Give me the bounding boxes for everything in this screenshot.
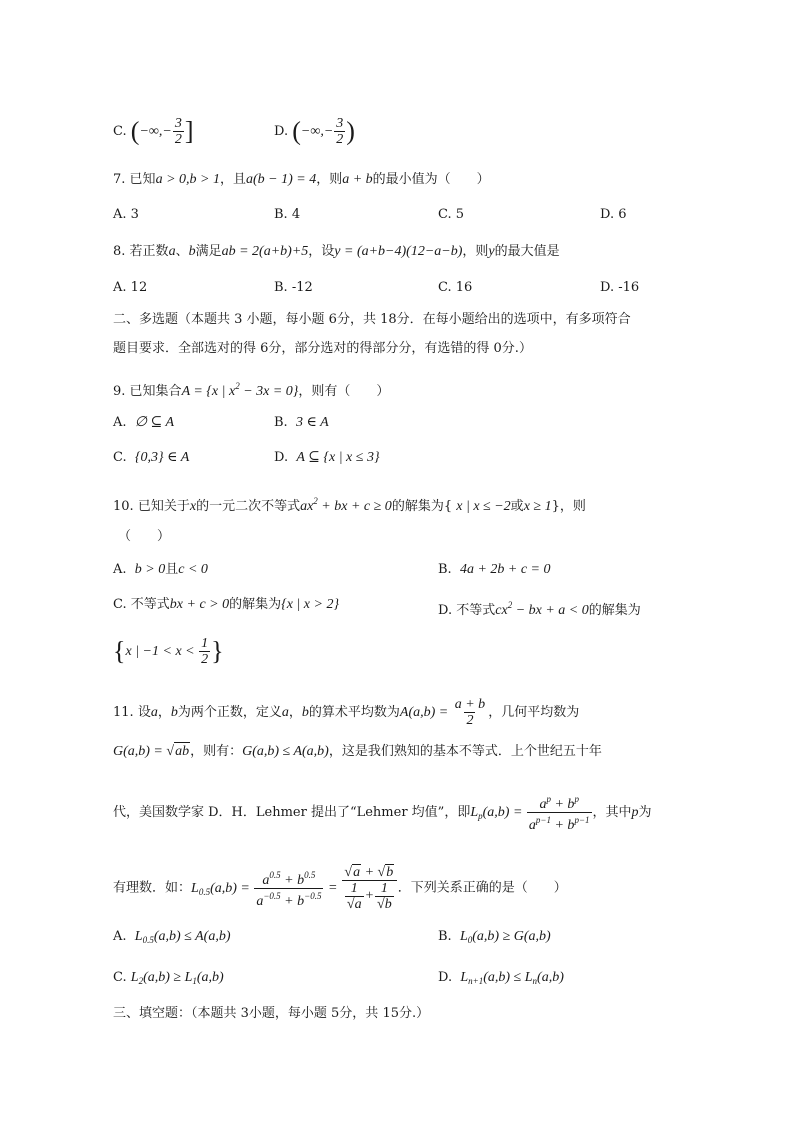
q11-option-c: C. $L_2(a,b) \ge L_1(a,b)$ bbox=[113, 970, 224, 986]
q7-option-c: C. 5 bbox=[438, 207, 465, 222]
q10-option-c: C. 不等式bx + c > 0的解集为{x | x > 2} bbox=[113, 597, 340, 612]
q7-option-a: A. 3 bbox=[113, 207, 139, 222]
q10-option-a: A. b > 0且c < 0 bbox=[113, 562, 208, 577]
q10-stem: 10. 已知关于x的一元二次不等式$ax^2$ + bx + c ≥ 0的解集为{ x | x ≤ −2或x ≥ 1}，则 bbox=[113, 496, 586, 514]
q11-option-b: B. $L_0(a,b) \ge G(a,b)$ bbox=[438, 929, 551, 945]
q10-option-d-set: {x | −1 < x < $\frac{1}{2}$ } bbox=[113, 636, 224, 667]
q8-option-b: B. -12 bbox=[274, 280, 313, 295]
section3-heading: 三、填空题：（本题共 3小题，每小题 5分，共 15分.） bbox=[113, 1006, 430, 1021]
section2-heading-line1: 二、多选题（本题共 3 小题，每小题 6分，共 18分．在每小题给出的选项中，有多项符合 bbox=[113, 312, 631, 327]
q10-paren: （ ） bbox=[118, 529, 171, 544]
section2-heading-line2: 题目要求．全部选对的得 6分，部分选对的得部分分，有选错的得 0分.） bbox=[113, 341, 532, 356]
q8-option-d: D. -16 bbox=[600, 280, 640, 295]
q8-stem: 8. 若正数a、b满足ab = 2(a+b)+5，设y = (a+b−4)(12−a−b)，则y的最大值是 bbox=[113, 244, 560, 259]
q7-option-b: B. 4 bbox=[274, 207, 301, 222]
q11-option-a: A. $L_{0.5}(a,b) \le A(a,b)$ bbox=[113, 929, 231, 945]
q7-option-d: D. 6 bbox=[600, 207, 627, 222]
q8-option-c: C. 16 bbox=[438, 280, 473, 295]
q11-option-d: D. $L_{n+1}(a,b) \le L_n(a,b)$ bbox=[438, 970, 564, 986]
q11-stem-line3: 代，美国数学家 D．H．Lehmer 提出了“Lehmer 均值”，即$L_p(a,b)$ = $\frac{a^p + b^p}{a^{p-1} + b^{p-1}}$ ，其中p为 bbox=[113, 794, 652, 833]
q9-option-b: B. 3 ∈ A bbox=[274, 415, 329, 430]
q7-stem: 7. 已知a > 0,b > 1，且a(b − 1) = 4，则a + b的最小值为（ ） bbox=[113, 172, 490, 187]
q6-option-c: C. (−∞,− $\frac{3}{2}$ ] bbox=[113, 116, 194, 147]
option-label: D. bbox=[274, 124, 289, 139]
q10-option-b: B. 4a + 2b + c = 0 bbox=[438, 562, 551, 577]
q9-stem: 9. 已知集合A = {x | $x^2 - 3x = 0$}，则有（ ） bbox=[113, 381, 390, 399]
q8-option-a: A. 12 bbox=[113, 280, 148, 295]
q11-stem-line4: 有理数．如：$L_{0.5}(a,b)$ = $\frac{a^{0.5} + b^{0.5}}{a^{-0.5} + b^{-0.5}}$ = √a + √b $\frac{1}{√a}$ + $\frac{1}{√b}$ ．下列关系正确的是（ ） bbox=[113, 865, 567, 912]
q9-option-c: C. {0,3} ∈ A bbox=[113, 450, 190, 465]
q6-option-d: D. (−∞,− $\frac{3}{2}$ ) bbox=[274, 116, 355, 147]
q9-option-a: A. ∅ ⊆ A bbox=[113, 415, 175, 430]
q10-option-d: D. 不等式$cx^2$ − bx + a < 0的解集为 bbox=[438, 600, 641, 618]
q9-option-d: D. A ⊆ {x | x ≤ 3} bbox=[274, 450, 380, 465]
option-label: C. bbox=[113, 124, 127, 139]
q11-stem-line2: G(a,b) = √ab，则有：G(a,b) ≤ A(a,b)，这是我们熟知的基本不等式．上个世纪五十年 bbox=[113, 744, 602, 759]
q11-stem-line1: 11. 设a，b为两个正数，定义a，b的算术平均数为A(a,b) = $\frac{a + b}{2}$ ，几何平均数为 bbox=[113, 697, 580, 728]
